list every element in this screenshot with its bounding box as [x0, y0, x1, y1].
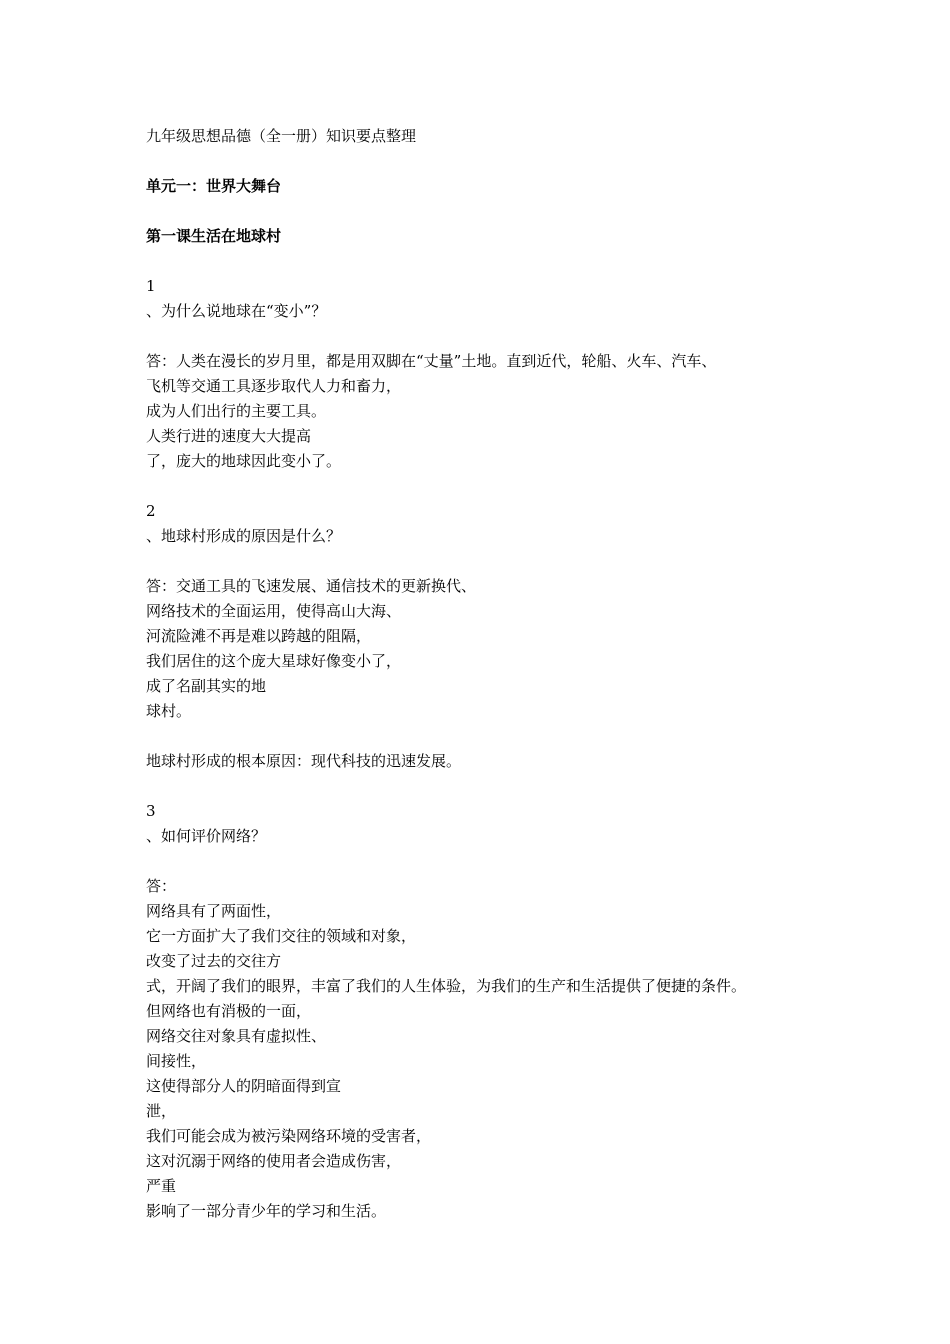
spacer: [146, 149, 846, 174]
spacer: [146, 474, 846, 499]
question-number: 3: [146, 802, 156, 820]
answer-line: 它一方面扩大了我们交往的领域和对象，: [146, 927, 417, 945]
root-cause-line: 地球村形成的根本原因：现代科技的迅速发展。: [146, 752, 462, 770]
answer-line: 我们居住的这个庞大星球好像变小了，: [146, 652, 402, 670]
question-text: 、如何评价网络？: [146, 827, 267, 845]
document-title: 九年级思想品德（全一册）知识要点整理: [146, 127, 417, 145]
spacer: [146, 199, 846, 224]
answer-line: 这使得部分人的阴暗面得到宣: [146, 1077, 342, 1095]
document-page: [146, 124, 846, 1224]
answer-line: 人类行进的速度大大提高: [146, 427, 312, 445]
answer-line: 式，开阔了我们的眼界，丰富了我们的人生体验，为我们的生产和生活提供了便捷的条件。: [146, 977, 747, 995]
answer-line: 严重: [146, 1177, 177, 1195]
answer-line: 我们可能会成为被污染网络环境的受害者，: [146, 1127, 432, 1145]
spacer: [146, 724, 846, 749]
answer-line: 球村。: [146, 702, 192, 720]
spacer: [146, 249, 846, 274]
answer-line: 网络技术的全面运用，使得高山大海、: [146, 602, 402, 620]
answer-line: 但网络也有消极的一面，: [146, 1002, 312, 1020]
answer-line: 间接性，: [146, 1052, 207, 1070]
unit-heading: 单元一：世界大舞台: [146, 177, 282, 195]
answer-line: 这对沉溺于网络的使用者会造成伤害，: [146, 1152, 402, 1170]
answer-line: 成为人们出行的主要工具。: [146, 402, 327, 420]
spacer: [146, 549, 846, 574]
answer-line: 成了名副其实的地: [146, 677, 267, 695]
answer-line: 网络具有了两面性，: [146, 902, 282, 920]
answer-line: 了，庞大的地球因此变小了。: [146, 452, 342, 470]
answer-line: 影响了一部分青少年的学习和生活。: [146, 1202, 387, 1220]
answer-line: 答：交通工具的飞速发展、通信技术的更新换代、: [146, 577, 477, 595]
answer-line: 河流险滩不再是难以跨越的阻隔，: [146, 627, 372, 645]
answer-line: 网络交往对象具有虚拟性、: [146, 1027, 327, 1045]
answer-line: 改变了过去的交往方: [146, 952, 282, 970]
answer-line: 泄，: [146, 1102, 177, 1120]
question-text: 、为什么说地球在“变小”？: [146, 302, 327, 320]
question-number: 2: [146, 502, 156, 520]
spacer: [146, 324, 846, 349]
answer-line: 答：: [146, 877, 177, 895]
question-number: 1: [146, 277, 156, 295]
question-text: 、地球村形成的原因是什么？: [146, 527, 342, 545]
answer-line: 答：人类在漫长的岁月里，都是用双脚在“丈量”土地。直到近代，轮船、火车、汽车、: [146, 352, 717, 370]
spacer: [146, 849, 846, 874]
lesson-heading: 第一课生活在地球村: [146, 227, 282, 245]
answer-line: 飞机等交通工具逐步取代人力和畜力，: [146, 377, 402, 395]
spacer: [146, 774, 846, 799]
